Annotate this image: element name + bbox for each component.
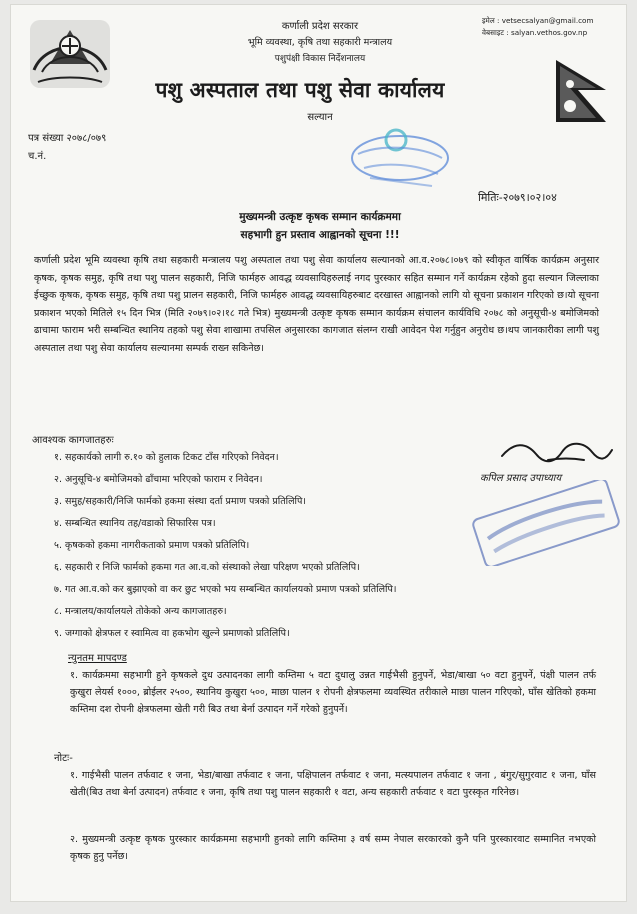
patra-sankhya: पत्र संख्या २०७८/०७९ — [28, 133, 107, 144]
subject-block — [180, 210, 460, 242]
contact-block — [482, 16, 622, 37]
document-page — [10, 4, 627, 902]
header-block — [170, 18, 470, 64]
note-item: २. मुख्यमन्त्री उत्कृष्ट कृषक पुरस्कार कार्यक्रममा सहभागी हुनको लागि कम्तिमा ३ वर्ष सम्म नेपाल सरकारको कुनै पनि पुरस्कारवाट सम्मानित नभएको कृषक हुनु पर्नेछ। — [70, 834, 596, 862]
website-text: वेबसाइट : salyan.vethos.gov.np — [482, 28, 588, 37]
body-paragraph: कर्णाली प्रदेश भूमि व्यवस्था कृषि तथा सहकारी मन्त्रालय पशु अस्पताल तथा पशु सेवा कार्यालय सल्यानको आ.व.२०७८।०७९ को स्वीकृत वार्षिक कार्यक्रम अनुसार कृषक, कृषक समुह, कृषि तथा पशु पालन सहकारी, निजि फार्महरु आवद्ध व्यवसायिहरुलाई नगद पुरस्कार सहित सम्मान गर्ने कार्यक्रम रहेको हुदा सल्यान जिल्लाका ईच्छुक कृषक, कृषक समुह, कृषि तथा पशु प्रालन सहकारी, निजि फार्महरु आवद्ध व्यवसायिहरुबाट दरखास्त आह्वानको लागि यो सूचना प्रकाशन गरिएको छ।यो सूचना प्रकाशन भएको मितिले १५ दिन भित्र (मिति २०७९।०२।१८ गते भित्र) मुख्यमन्त्री उत्कृष्ट कृषक सम्मान कार्यक्रम संचालन कार्यविधि २०७८ को अनुसूची-४ बमोजिमको ढाचामा फाराम भरी सम्बन्धित स्थानिय तहको पशु सेवा शाखामा तपसिल अनुसारका कागजात संलग्न राखी आवेदन पेश गर्नुहुन अनुरोध छ।थप जानकारीका लागी पशु अस्पताल तथा पशु सेवा कार्यालय सल्यानमा सम्पर्क राख्न सकिनेछ। — [34, 255, 599, 354]
document-item: ९. जग्गाको क्षेत्रफल र स्वामित्व वा हकभोग खुल्ने प्रमाणको प्रतिलिपि। — [54, 628, 290, 639]
criteria-item: १. कार्यक्रममा सहभागी हुने कृषकले दुध उत्पादनका लागी कम्तिमा ५ वटा दुधालु उन्नत गाईभैसी हुनुपर्ने, भेडा/बाखा ५० वटा हुनुपर्ने, पंक्षी पालन तर्फ कुखुरा लेयर्स १०००, ब्रोईलर २५००, स्थानिय कुखुरा ५००, माछा पालन १ रोपनी क्षेत्रफलमा व्यवस्थित तरीकाले माछा पालन गरिएको, घाँस खेतिको हकमा कम्तिमा दश रोपनी क्षेत्रफलमा खेती गरी बिउ तथा बेर्ना उत्पादन गर्ने गरेको हुनुपर्ने। — [70, 670, 596, 715]
office-seal-icon — [340, 124, 460, 194]
document-item: ८. मन्त्रालय/कार्यालयले तोकेको अन्य कागजातहरु। — [54, 606, 227, 617]
cha-na: च.नं. — [28, 151, 47, 162]
document-item: १. सहकार्यको लागी रु.१० को हुलाक टिकट टाँस गरिएको निवेदन। — [54, 452, 279, 463]
document-item: ३. समुह/सहकारी/निजि फार्मको हकमा संस्था दर्ता प्रमाण पत्रको प्रतिलिपि। — [54, 496, 307, 507]
office-location: सल्यान — [307, 112, 333, 123]
document-item: ७. गत आ.व.को कर बुझाएको वा कर छुट भएको भय सम्बन्धित कार्यालयको प्रमाण पत्रको प्रतिलिपि। — [54, 584, 397, 595]
nepal-emblem-icon — [24, 12, 116, 94]
email-text: इमेल : vetsecsalyan@gmail.com — [482, 16, 594, 25]
criteria-heading — [68, 650, 127, 664]
header-directorate: पशुपंक्षी विकास निर्देशनालय — [274, 54, 366, 64]
document-item: २. अनुसूचि-४ बमोजिमको ढाँचामा भरिएको फाराम र निवेदन। — [54, 474, 263, 485]
signature-icon — [496, 434, 616, 474]
criteria-heading-text: न्युनतम मापदण्ड — [68, 653, 127, 664]
document-item: ४. सम्बन्धित स्थानिय तह/वडाको सिफारिस पत्र। — [54, 518, 216, 529]
documents-heading: आवश्यक कागजातहरुः — [32, 435, 114, 446]
note-item: १. गाईभैसी पालन तर्फवाट १ जना, भेडा/बाखा तर्फवाट १ जना, पक्षिपालन तर्फवाट १ जना, मत्स्यपालन तर्फवाट १ जना , बंगुर/सुगुरवाट १ जना, घाँस खेती(बिउ तथा बेर्ना उत्पादन) तर्फवाट १ जना, कृषि तथा पशु पालन सहकारी १ वटा, अन्य सहकारी तर्फवाट १ वटा पुरस्कृत गरिनेछ। — [70, 770, 596, 798]
header-ministry: भूमि व्यवस्था, कृषि तथा सहकारी मन्त्रालय — [247, 37, 393, 48]
signatory-name: कपिल प्रसाद उपाध्याय — [480, 473, 562, 484]
subject-line-1: मुख्यमन्त्री उत्कृष्ट कृषक सम्मान कार्यक्रममा — [239, 211, 401, 223]
nepal-flag-icon — [550, 56, 612, 126]
subject-line-2: सहभागी हुन प्रस्ताव आह्वानको सूचना !!! — [240, 229, 400, 241]
header-government: कर्णाली प्रदेश सरकार — [281, 21, 359, 32]
date-text: मितिः-२०७९।०२।०४ — [478, 191, 557, 204]
document-item: ६. सहकारी र निजि फार्मको हकमा गत आ.व.को संस्थाको लेखा परिक्षण भएको प्रतिलिपि। — [54, 562, 360, 573]
office-title: पशु अस्पताल तथा पशु सेवा कार्यालय — [155, 77, 445, 102]
document-item: ५. कृषकको हकमा नागरीकताको प्रमाण पत्रको प्रतिलिपि। — [54, 540, 250, 551]
notes-heading: नोटः- — [54, 753, 73, 764]
official-stamp-icon — [466, 480, 626, 566]
